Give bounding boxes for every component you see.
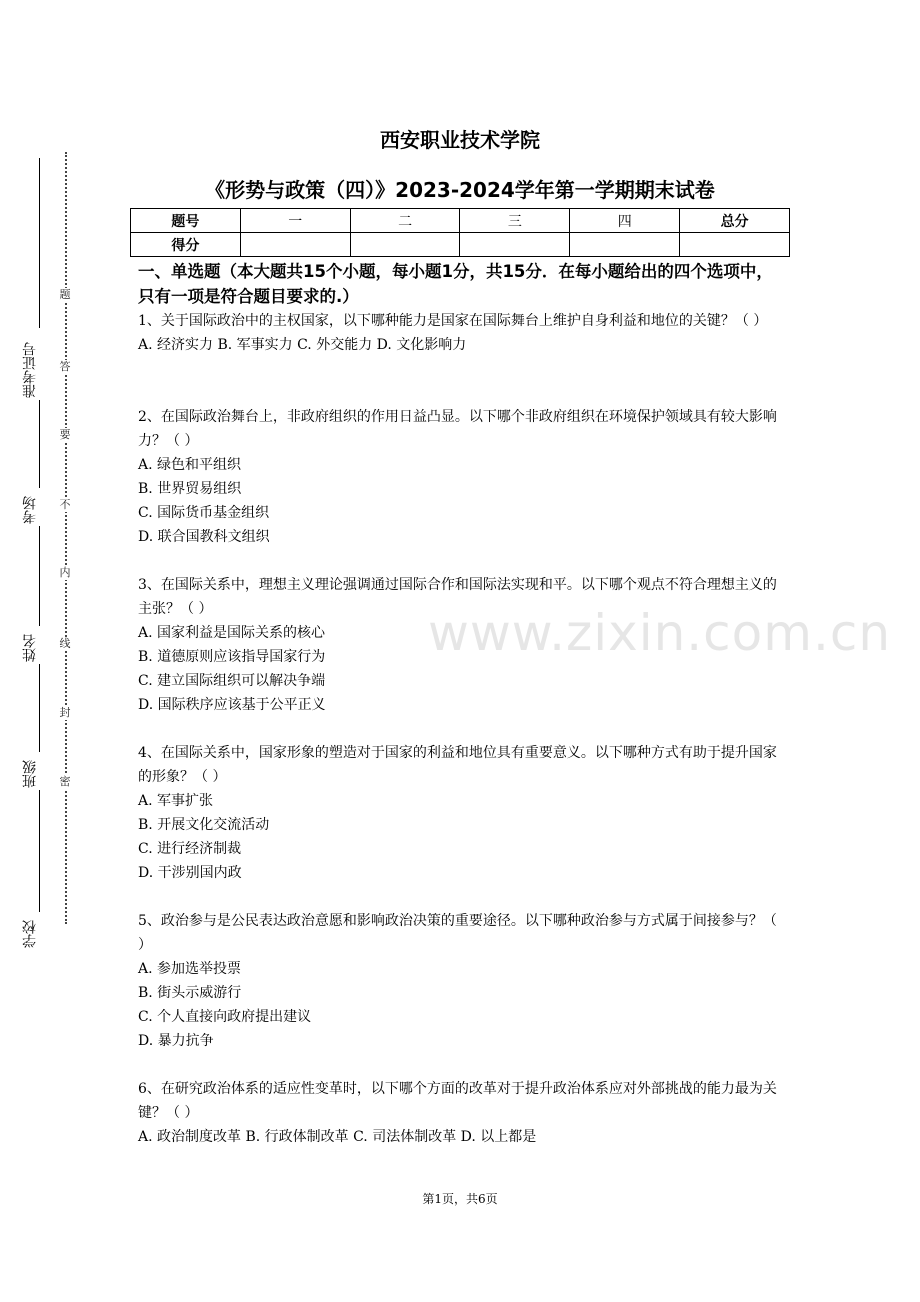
option: C. 进行经济制裁 xyxy=(138,841,242,857)
seal-char: 答 xyxy=(59,360,71,373)
exam-title: 《形势与政策（四）》2023-2024学年第一学期期末试卷 xyxy=(205,178,715,202)
seal-char: 不 xyxy=(59,498,71,511)
score-table-col-total: 总分 xyxy=(680,209,790,233)
option: C. 国际货币基金组织 xyxy=(138,505,270,521)
field-label: 准考证号 xyxy=(22,342,38,398)
score-table xyxy=(130,208,790,257)
fill-line[interactable] xyxy=(39,400,40,488)
school-name: 西安职业技术学院 xyxy=(380,128,540,152)
question-2 xyxy=(138,405,788,549)
score-cell[interactable] xyxy=(460,233,570,257)
field-exam-room xyxy=(22,400,42,524)
question-stem: 6、在研究政治体系的适应性变革时，以下哪个方面的改革对于提升政治体系应对外部挑战的能力最为关键？（ ） xyxy=(138,1081,777,1121)
question-stem: 4、在国际关系中，国家形象的塑造对于国家的利益和地位具有重要意义。以下哪种方式有助于提升国家的形象？（ ） xyxy=(138,745,777,785)
question-stem: 5、政治参与是公民表达政治意愿和影响政治决策的重要途径。以下哪种政治参与方式属于间接参与？（ ） xyxy=(138,913,777,953)
question-5 xyxy=(138,909,788,1053)
score-table-header-row xyxy=(131,209,790,233)
watermark: www.zixin.com.cn xyxy=(428,604,892,662)
question-4 xyxy=(138,741,788,885)
question-1 xyxy=(138,309,788,357)
fill-line[interactable] xyxy=(39,664,40,752)
seal-char: 线 xyxy=(59,637,71,650)
page-footer: 第1页，共6页 xyxy=(422,1192,498,1206)
option: D. 干涉别国内政 xyxy=(138,865,242,881)
score-cell[interactable] xyxy=(350,233,460,257)
score-table-col: 四 xyxy=(570,209,680,233)
question-stem: 3、在国际关系中，理想主义理论强调通过国际合作和国际法实现和平。以下哪个观点不符合理想主义的主张？（ ） xyxy=(138,577,777,617)
option: A. 军事扩张 xyxy=(138,793,214,809)
field-label: 考场 xyxy=(22,496,38,524)
score-table-col: 三 xyxy=(460,209,570,233)
field-label: 姓名 xyxy=(22,634,38,662)
question-6 xyxy=(138,1077,788,1149)
score-cell[interactable] xyxy=(240,233,350,257)
seal-dotted-line xyxy=(65,152,67,924)
field-class xyxy=(22,664,42,788)
score-table-col: 二 xyxy=(350,209,460,233)
section-title: 一、单选题（本大题共15个小题，每小题1分，共15分．在每小题给出的四个选项中，只有一项是符合题目要求的.） xyxy=(138,262,773,306)
option: C. 建立国际组织可以解决争端 xyxy=(138,673,326,689)
question-options: A. 政治制度改革 B. 行政体制改革 C. 司法体制改革 D. 以上都是 xyxy=(138,1129,537,1145)
seal-char: 封 xyxy=(59,706,71,719)
option: D. 国际秩序应该基于公平正义 xyxy=(138,697,326,713)
seal-char: 内 xyxy=(59,566,71,579)
question-options: A. 经济实力 B. 军事实力 C. 外交能力 D. 文化影响力 xyxy=(138,337,467,353)
field-label: 学校 xyxy=(22,920,38,948)
score-cell[interactable] xyxy=(570,233,680,257)
score-cell-total[interactable] xyxy=(680,233,790,257)
option: B. 道德原则应该指导国家行为 xyxy=(138,649,326,665)
seal-char: 要 xyxy=(59,428,71,441)
seal-char: 题 xyxy=(59,288,71,301)
field-name xyxy=(22,526,42,662)
option: D. 暴力抗争 xyxy=(138,1033,214,1049)
fill-line[interactable] xyxy=(39,790,40,912)
option: A. 参加选举投票 xyxy=(138,961,242,977)
score-label: 得分 xyxy=(131,233,241,257)
field-school xyxy=(22,790,42,948)
option: B. 开展文化交流活动 xyxy=(138,817,270,833)
fill-line[interactable] xyxy=(39,526,40,626)
option: B. 街头示威游行 xyxy=(138,985,242,1001)
option: D. 联合国教科文组织 xyxy=(138,529,270,545)
option: B. 世界贸易组织 xyxy=(138,481,242,497)
option: C. 个人直接向政府提出建议 xyxy=(138,1009,312,1025)
question-stem: 2、在国际政治舞台上，非政府组织的作用日益凸显。以下哪个非政府组织在环境保护领域具有较大影响力？（ ） xyxy=(138,409,777,449)
option: A. 国家利益是国际关系的核心 xyxy=(138,625,326,641)
score-table-score-row xyxy=(131,233,790,257)
score-table-col: 一 xyxy=(240,209,350,233)
question-stem: 1、关于国际政治中的主权国家，以下哪种能力是国家在国际舞台上维护自身利益和地位的关键？（ ） xyxy=(138,313,768,329)
score-table-row-header: 题号 xyxy=(131,209,241,233)
seal-char: 密 xyxy=(59,775,71,788)
field-label: 班级 xyxy=(22,760,38,788)
option: A. 绿色和平组织 xyxy=(138,457,242,473)
